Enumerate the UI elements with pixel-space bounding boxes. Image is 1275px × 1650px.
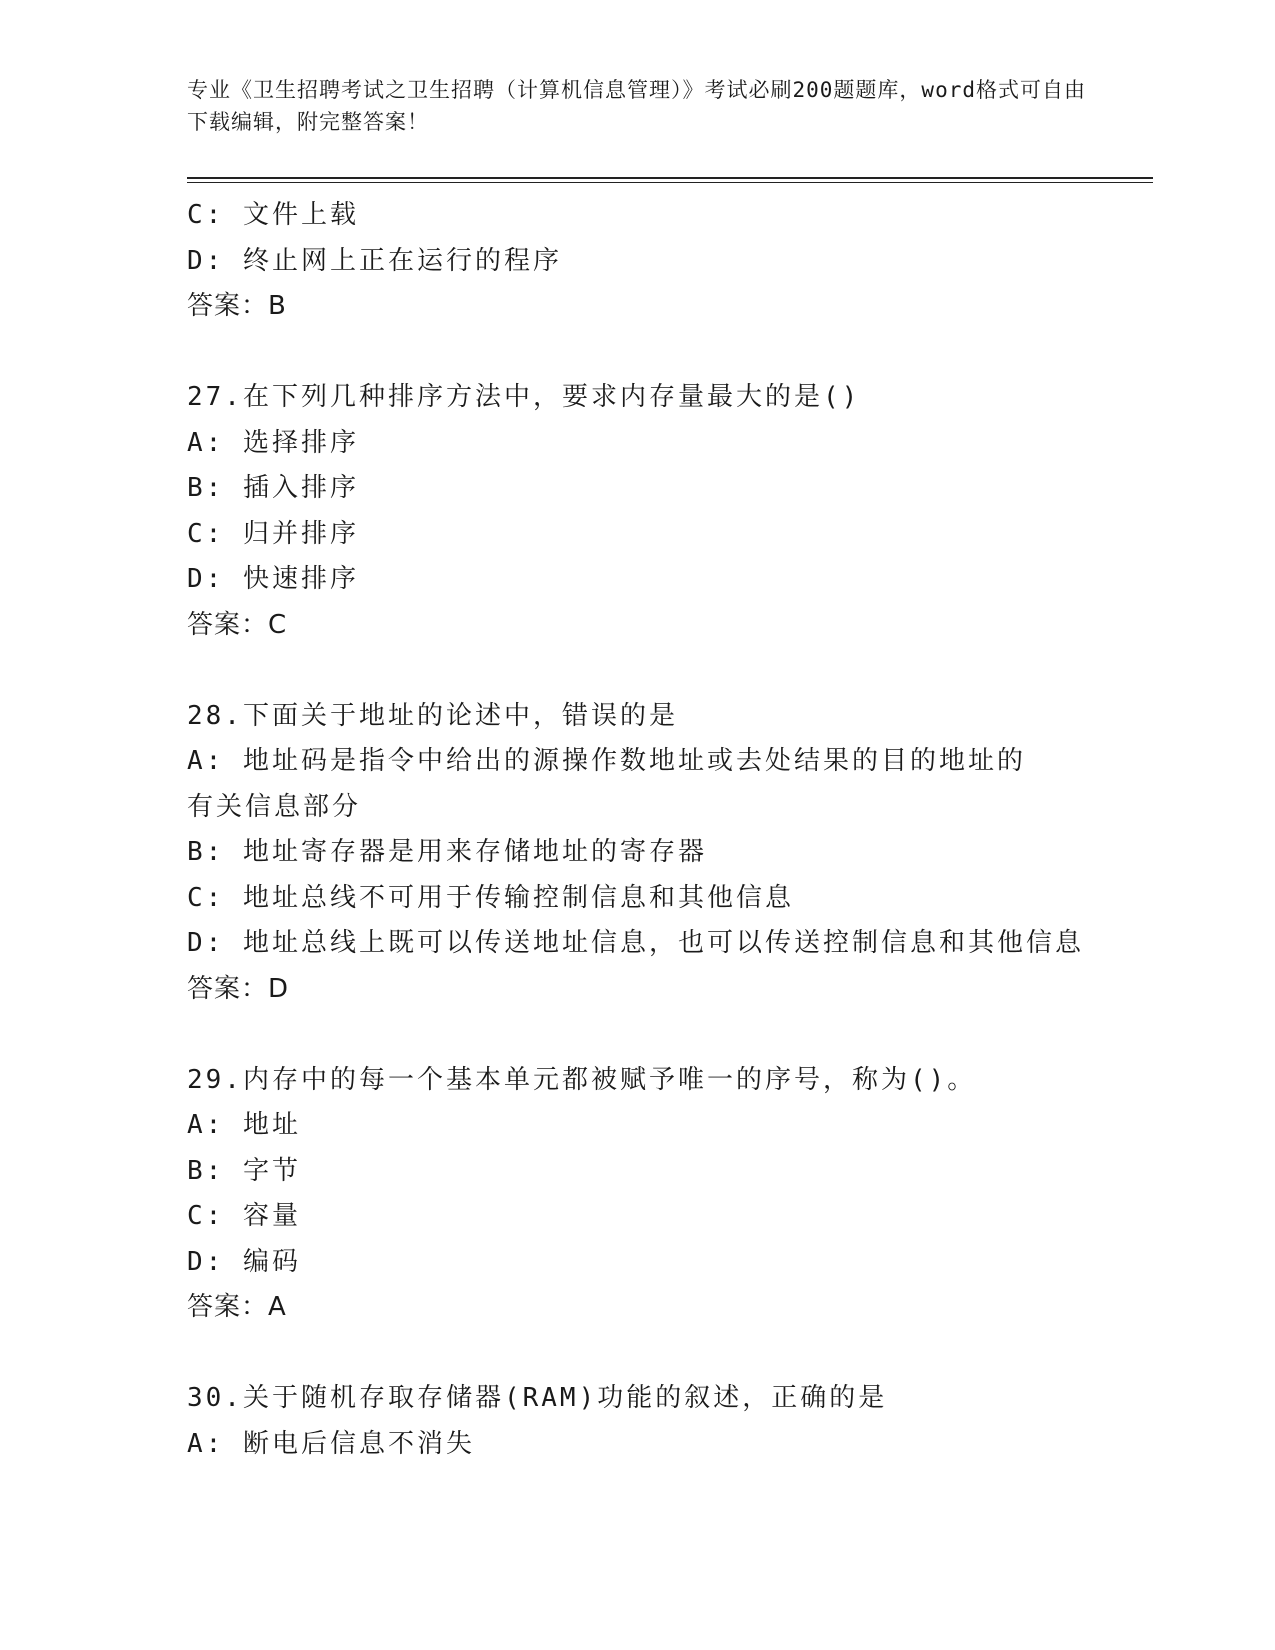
option-a: A: 地址码是指令中给出的源操作数地址或去处结果的目的地址的有关信息部分 bbox=[187, 746, 1026, 822]
question-27 bbox=[187, 375, 1087, 648]
question-30 bbox=[187, 1376, 1087, 1467]
spacer bbox=[187, 648, 1087, 694]
question-carryover bbox=[187, 193, 1087, 330]
answer-line: 答案：D bbox=[187, 973, 290, 1004]
answer-line: 答案：C bbox=[187, 609, 288, 640]
question-stem: 28.下面关于地址的论述中，错误的是 bbox=[187, 700, 678, 731]
option-c: C: 归并排序 bbox=[187, 518, 359, 549]
question-stem: 27.在下列几种排序方法中，要求内存量最大的是() bbox=[187, 382, 861, 412]
option-a: A: 选择排序 bbox=[187, 427, 359, 458]
option-d: D: 地址总线上既可以传送地址信息，也可以传送控制信息和其他信息 bbox=[187, 928, 1084, 958]
option-a: A: 断电后信息不消失 bbox=[187, 1428, 475, 1459]
answer-line: 答案：A bbox=[187, 1292, 287, 1322]
question-stem: 30.关于随机存取存储器(RAM)功能的叙述，正确的是 bbox=[187, 1383, 888, 1413]
question-28 bbox=[187, 694, 1087, 1013]
option-c: C: 地址总线不可用于传输控制信息和其他信息 bbox=[187, 882, 794, 913]
header-divider-thin bbox=[187, 182, 1153, 183]
option-d: D: 编码 bbox=[187, 1246, 301, 1277]
header-divider-thick bbox=[187, 177, 1153, 179]
question-stem: 29.内存中的每一个基本单元都被赋予唯一的序号，称为()。 bbox=[187, 1064, 977, 1095]
option-d: D: 终止网上正在运行的程序 bbox=[187, 245, 562, 276]
spacer bbox=[187, 1012, 1087, 1058]
question-29 bbox=[187, 1058, 1087, 1331]
document-header: 专业《卫生招聘考试之卫生招聘（计算机信息管理）》考试必刷200题题库，word格式可自由下载编辑，附完整答案！ bbox=[187, 78, 1086, 134]
option-b: B: 字节 bbox=[187, 1155, 301, 1186]
option-c: C: 容量 bbox=[187, 1201, 301, 1231]
option-b: B: 插入排序 bbox=[187, 473, 359, 503]
spacer bbox=[187, 1331, 1087, 1377]
option-a: A: 地址 bbox=[187, 1110, 301, 1140]
question-content bbox=[187, 193, 1087, 1467]
option-b: B: 地址寄存器是用来存储地址的寄存器 bbox=[187, 837, 707, 867]
option-c: C: 文件上载 bbox=[187, 200, 359, 230]
spacer bbox=[187, 330, 1087, 376]
option-d: D: 快速排序 bbox=[187, 564, 359, 594]
answer-line: 答案：B bbox=[187, 291, 287, 321]
